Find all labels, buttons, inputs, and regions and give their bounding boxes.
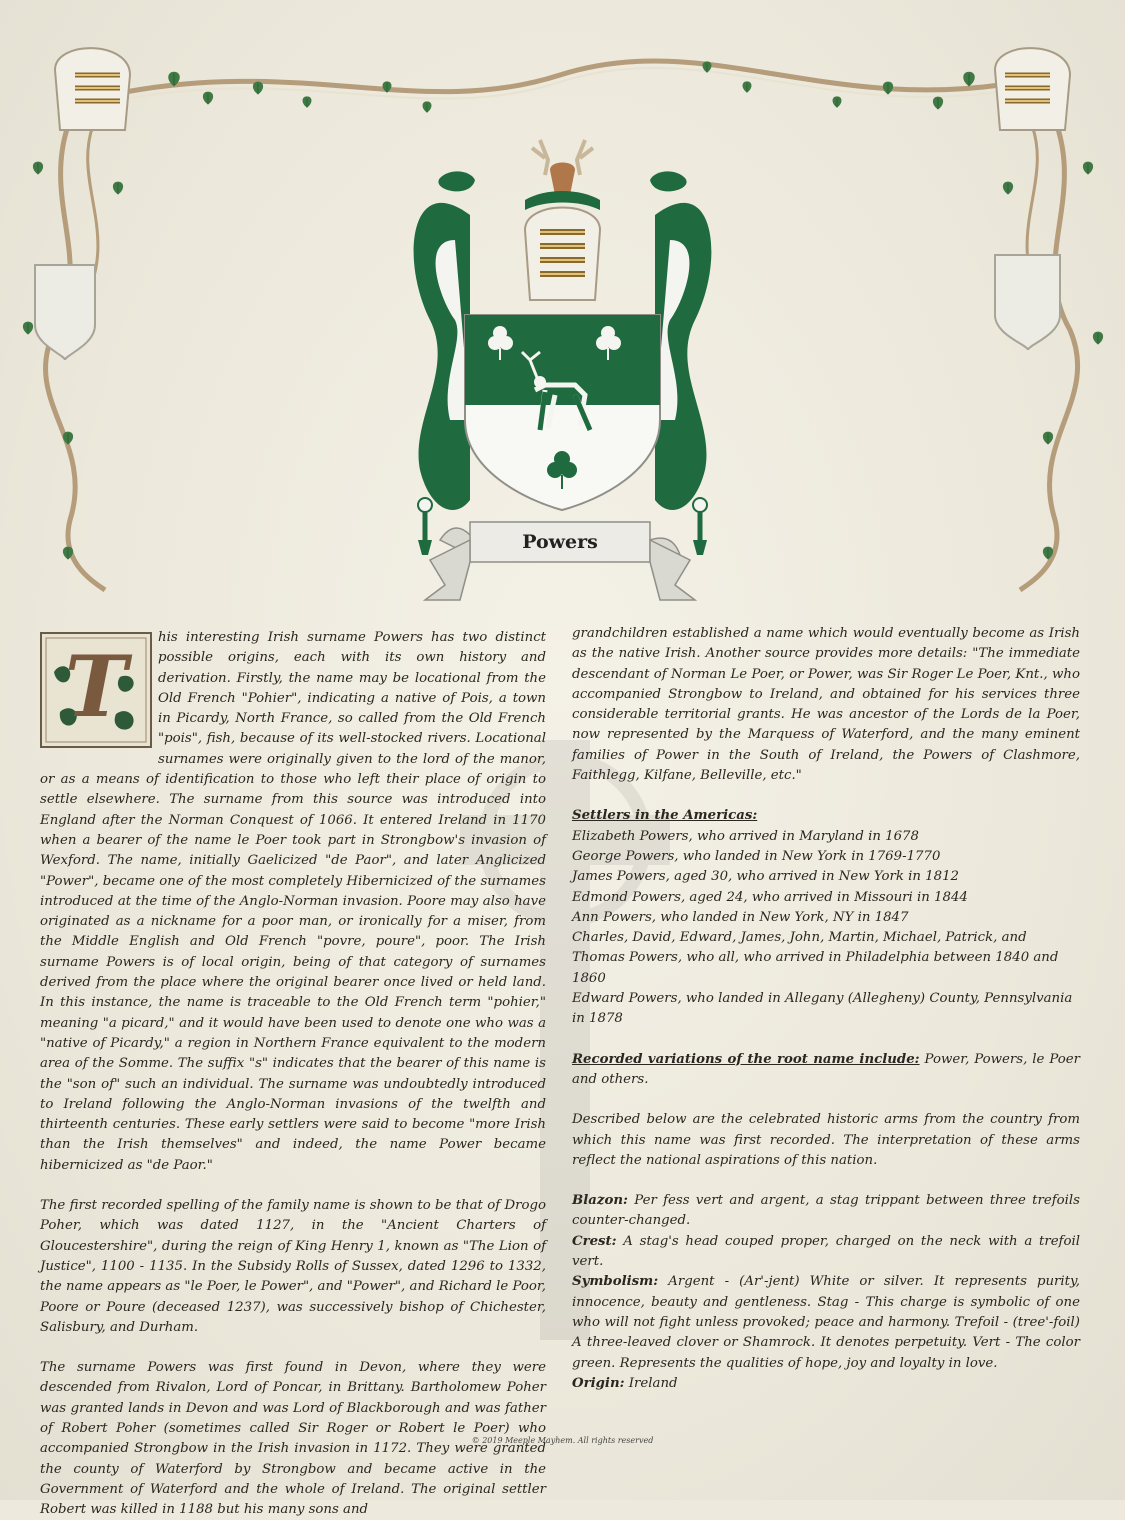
settler-entry: Ann Powers, who landed in New York, NY in 1847 [572, 909, 909, 925]
central-helmet [525, 208, 600, 301]
right-blank-shield [995, 255, 1060, 350]
settler-entry: Edmond Powers, aged 24, who arrived in Missouri in 1844 [572, 889, 968, 905]
surname-motto: Powers [522, 531, 598, 553]
history-right-column [572, 624, 1080, 1394]
coat-of-arms-shield [465, 315, 660, 510]
left-blank-shield [35, 265, 95, 360]
settler-entry: Charles, David, Edward, James, John, Martin, Michael, Patrick, and Thomas Powers, who all, who arrived in Philadelphia between 1840 and 1860 [572, 930, 1059, 986]
right-border-vine [1020, 120, 1078, 590]
history-paragraph-4: grandchildren established a name which would eventually become as Irish as the native Irish. Another source provides more details: "The immediate descendant of Norman Le Poer, or Power, was Sir Roger Le Poer, Knt., who accompanied Strongbow to Ireland, and obtained for his services three considerable territorial grants. He was ancestor of the Lords de la Poer, now represented by the Marquess of Waterford, and the many eminent families of Power in the South of Ireland, the Powers of Clashmore, Faithlegg, Kilfane, Belleville, etc." [572, 626, 1080, 784]
copyright-footer: © 2019 Meeple Mayhem. All rights reserved [471, 1436, 654, 1445]
history-left-column [40, 628, 546, 1520]
left-corner-helmet [55, 48, 130, 130]
origin-text: Ireland [624, 1375, 678, 1391]
illuminated-dropcap-t [40, 632, 152, 748]
settler-entry: James Powers, aged 30, who arrived in New York in 1812 [572, 869, 959, 885]
right-corner-helmet [995, 48, 1070, 130]
name-scroll [425, 522, 695, 600]
symbolism-line [572, 1272, 1080, 1373]
settler-entry: George Powers, who landed in New York in 1769-1770 [572, 848, 941, 864]
dropcap-letter: T [64, 637, 128, 736]
left-border-vine [46, 120, 105, 590]
symbolism-label: Symbolism: [572, 1274, 659, 1290]
settlers-heading: Settlers in the Americas: [572, 808, 758, 824]
arms-intro: Described below are the celebrated historic arms from the country from which this name was first recorded. The interpretation of these arms reflect the national aspirations of this nation. [572, 1112, 1080, 1168]
variations-line [572, 1050, 1080, 1091]
origin-line [572, 1374, 1080, 1394]
origin-label: Origin: [572, 1375, 625, 1391]
variations-heading: Recorded variations of the root name include: [572, 1051, 920, 1067]
history-paragraph-3: The surname Powers was first found in Devon, where they were descended from Rivalon, Lord of Poncar, in Brittany. Bartholomew Poher was granted lands in Devon and was Lord of Blackborough and was father of Robert Poher (sometimes called Sir Roger or Robert le Poer) who accompanied Strongbow in the Irish invasion in 1172. They were granted the county of Waterford by Strongbow and became active in the Government of Waterford and the whole of Ireland. The original settler Robert was killed in 1188 but his many sons and [40, 1360, 546, 1518]
blazon-label: Blazon: [572, 1193, 628, 1209]
crest-text: A stag's head couped proper, charged on the neck with a trefoil vert. [572, 1233, 1080, 1270]
stag-head-crest [532, 140, 593, 195]
history-paragraph-1: his interesting Irish surname Powers has two distinct possible origins, each with its own history and derivation. Firstly, the name may be locational from the Old French "Pohier", indicating a native of Pois, a town in Picardy, North France, so called from the Old French "pois", fish, because of its well-stocked rivers. Locational surnames were originally given to the lord of the manor, or as a means of identification to those who left their place of origin to settle elsewhere. The surname from this source was introduced into England after the Norman Conquest of 1066. It entered Ireland in 1170 when a bearer of the name le Poer took part in Strongbow's invasion of Wexford. The name, initially Gaelicized "de Paor", and later Anglicized "Power", became one of the most completely Hibernicized of the surnames introduced at the time of the Anglo-Norman invasion. Poore may also have originated as a nickname for a poor man, or ironically for a miser, from the Middle English and Old French "povre, poure", poor. The Irish surname Powers is of local origin, being of that category of surnames derived from the place where the original bearer once lived or held land. In this instance, the name is traceable to the Old French term "pohier," meaning "a picard," and it would have been used to denote one who was a "native of Picardy," a region in Northern France equivalent to the modern area of the Somme. The suffix "s" indicates that the bearer of this name is the "son of" such an individual. The surname was undoubtedly introduced to Ireland following the Anglo-Norman invasions of the twelfth and thirteenth centuries. These early settlers were said to become "more Irish than the Irish themselves" and indeed, the name Power became hibernicized as "de Paor." [40, 630, 546, 1173]
blazon-text: Per fess vert and argent, a stag trippant between three trefoils counter-changed. [572, 1193, 1080, 1229]
heraldic-artwork [0, 0, 1125, 640]
settler-entry: Edward Powers, who landed in Allegany (Allegheny) County, Pennsylvania in 1878 [572, 991, 1073, 1027]
settlers-list [572, 827, 1080, 1030]
history-paragraph-2: The first recorded spelling of the family name is shown to be that of Drogo Poher, which was dated 1127, in the "Ancient Charters of Gloucestershire", during the reign of King Henry 1, known as "The Lion of Justice", 1100 - 1135. In the Subsidy Rolls of Sussex, dated 1296 to 1332, the name appears as "le Poer, le Power", and "Power", and Richard le Poor, Poore or Poure (deceased 1237), was successively bishop of Chichester, Salisbury, and Durham. [40, 1198, 546, 1335]
blazon-line [572, 1191, 1080, 1232]
top-border-vine [110, 61, 1000, 95]
variations-text: Power, Powers, le Poer and others. [572, 1051, 1080, 1087]
symbolism-text: Argent - (Ar'-jent) White or silver. It represents purity, innocence, beauty and gentleness. Stag - This charge is symbolic of one who will not fight unless provoked; peace and harmony. Trefoil - (tree'-foil) A three-leaved clover or Shamrock. It denotes perpetuity. Vert - The color green. Represents the qualities of hope, joy and loyalty in love. [572, 1274, 1080, 1371]
crest-label: Crest: [572, 1233, 617, 1249]
crest-line [572, 1232, 1080, 1273]
settler-entry: Elizabeth Powers, who arrived in Maryland in 1678 [572, 828, 919, 844]
